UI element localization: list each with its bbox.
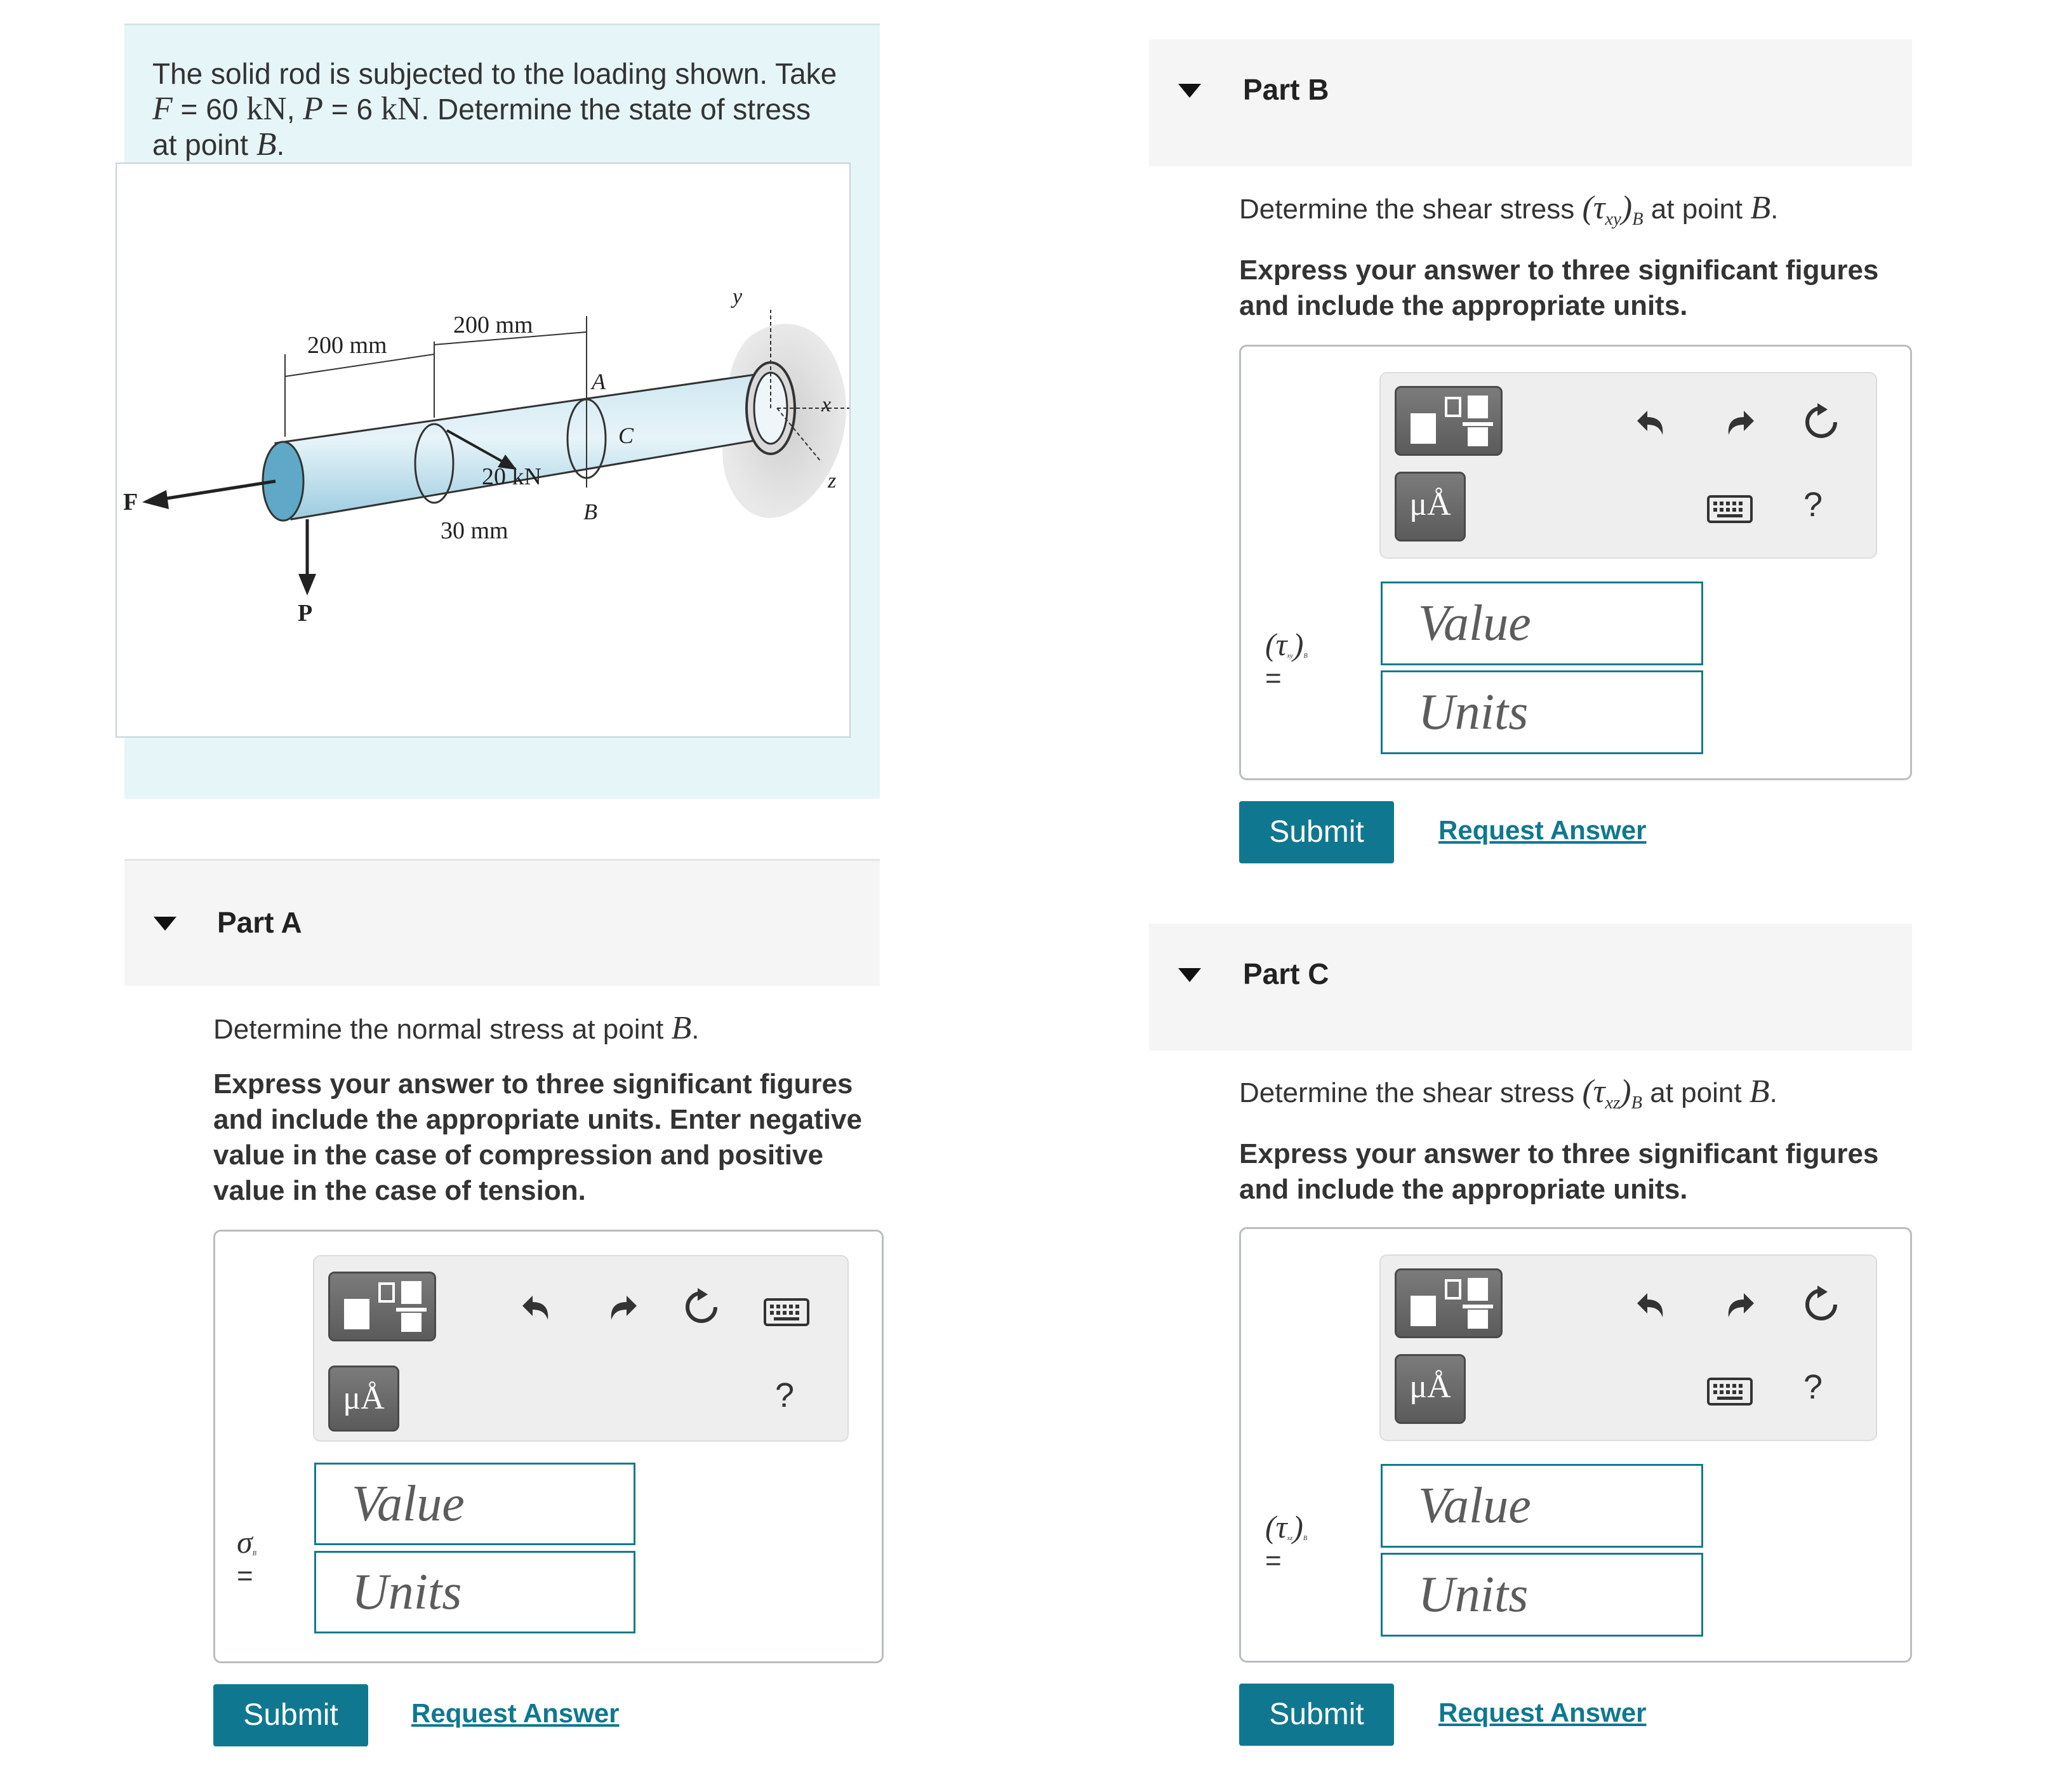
templates-button[interactable] [1395,386,1503,456]
part-c-question: Determine the shear stress $(\tau_{xz})_B$ at point B. [1239,1073,1777,1113]
part-a-instructions: Express your answer to three significant figures and include the appropriate units. Enter negative value in the case of compression and positive value in the case of tension. [213,1068,862,1206]
problem-statement: The solid rod is subjected to the loading shown. Take F = 60 kN, P = 6 kN. Determine the state of stress at point B. [152,57,837,163]
help-icon[interactable]: ? [775,1376,795,1414]
part-b-header[interactable] [1149,39,1912,166]
submit-button[interactable]: Submit [1239,801,1394,863]
point-A-label: A [592,369,606,394]
point-C-label: C [618,423,634,448]
value-input[interactable] [314,1463,635,1545]
reset-icon[interactable] [1801,402,1842,442]
units-button[interactable]: μÅ [328,1366,399,1432]
help-icon[interactable]: ? [1803,486,1823,524]
redo-icon[interactable] [600,1287,641,1327]
reset-icon[interactable] [681,1287,722,1327]
fraction-template-icon [1397,388,1501,454]
tau-xz-label: $(\tau_{xz})_B$ = [1265,1509,1308,1576]
force-label: 20 kN [482,463,541,490]
problem-figure [116,163,851,738]
x-axis-label: x [821,393,832,416]
undo-icon[interactable] [1633,1284,1674,1325]
templates-button[interactable] [1395,1268,1503,1338]
math-toolbar [1379,372,1877,559]
submit-button[interactable]: Submit [1239,1684,1394,1746]
keyboard-icon[interactable] [1707,495,1753,523]
keyboard-icon[interactable] [764,1298,809,1326]
help-icon[interactable]: ? [1803,1368,1823,1406]
part-c-title: Part C [1243,957,1329,990]
units-button[interactable]: μÅ [1395,1354,1466,1424]
part-a-answer-box [213,1230,884,1663]
math-toolbar [313,1255,849,1442]
value-input[interactable] [1381,1464,1703,1548]
units-input[interactable] [1381,670,1703,754]
dim-label-1: 200 mm [307,332,387,359]
dim-label-2: 200 mm [453,312,533,338]
radius-label: 30 mm [441,517,508,544]
collapse-caret-icon[interactable] [1178,968,1201,982]
part-a-question: Determine the normal stress at point B. [213,1010,700,1046]
part-c-instructions: Express your answer to three significant figures and include the appropriate units. [1239,1138,1879,1205]
reset-icon[interactable] [1801,1284,1842,1325]
request-answer-link[interactable]: Request Answer [1438,1698,1647,1727]
point-B-label: B [583,499,597,524]
fraction-template-icon [330,1273,434,1339]
submit-button[interactable]: Submit [213,1684,368,1746]
part-b-answer-box [1239,345,1912,780]
units-input[interactable] [1381,1553,1703,1637]
units-input[interactable] [314,1551,635,1633]
collapse-caret-icon[interactable] [1178,84,1201,98]
redo-icon[interactable] [1717,1284,1758,1325]
math-toolbar [1379,1254,1877,1441]
part-c-answer-box [1239,1227,1912,1663]
value-input[interactable] [1381,582,1703,665]
part-b-instructions: Express your answer to three significant figures and include the appropriate units. [1239,255,1879,321]
redo-icon[interactable] [1717,402,1758,442]
part-a-header[interactable] [124,859,880,986]
tau-xy-label: $(\tau_{xy})_B$ = [1265,627,1308,694]
z-axis-label: z [828,469,837,493]
part-a-title: Part A [217,906,302,939]
P-label: P [298,600,313,627]
rod-loading-diagram [117,164,849,736]
undo-icon[interactable] [1633,402,1674,442]
sigma-b-label: $\sigma_B$ = [237,1524,257,1592]
fraction-template-icon [1397,1270,1501,1336]
collapse-caret-icon[interactable] [154,917,176,931]
y-axis-label: y [733,285,743,309]
F-label: F [123,489,138,515]
part-b-question: Determine the shear stress $(\tau_{xy})_B$ at point B. [1239,190,1779,229]
templates-button[interactable] [328,1272,436,1341]
part-c-header[interactable] [1149,924,1912,1051]
units-button[interactable]: μÅ [1395,472,1466,542]
keyboard-icon[interactable] [1707,1378,1753,1406]
request-answer-link[interactable]: Request Answer [411,1698,620,1728]
part-b-title: Part B [1243,73,1329,106]
rod [276,373,777,519]
undo-icon[interactable] [519,1287,559,1327]
request-answer-link[interactable]: Request Answer [1438,815,1647,845]
